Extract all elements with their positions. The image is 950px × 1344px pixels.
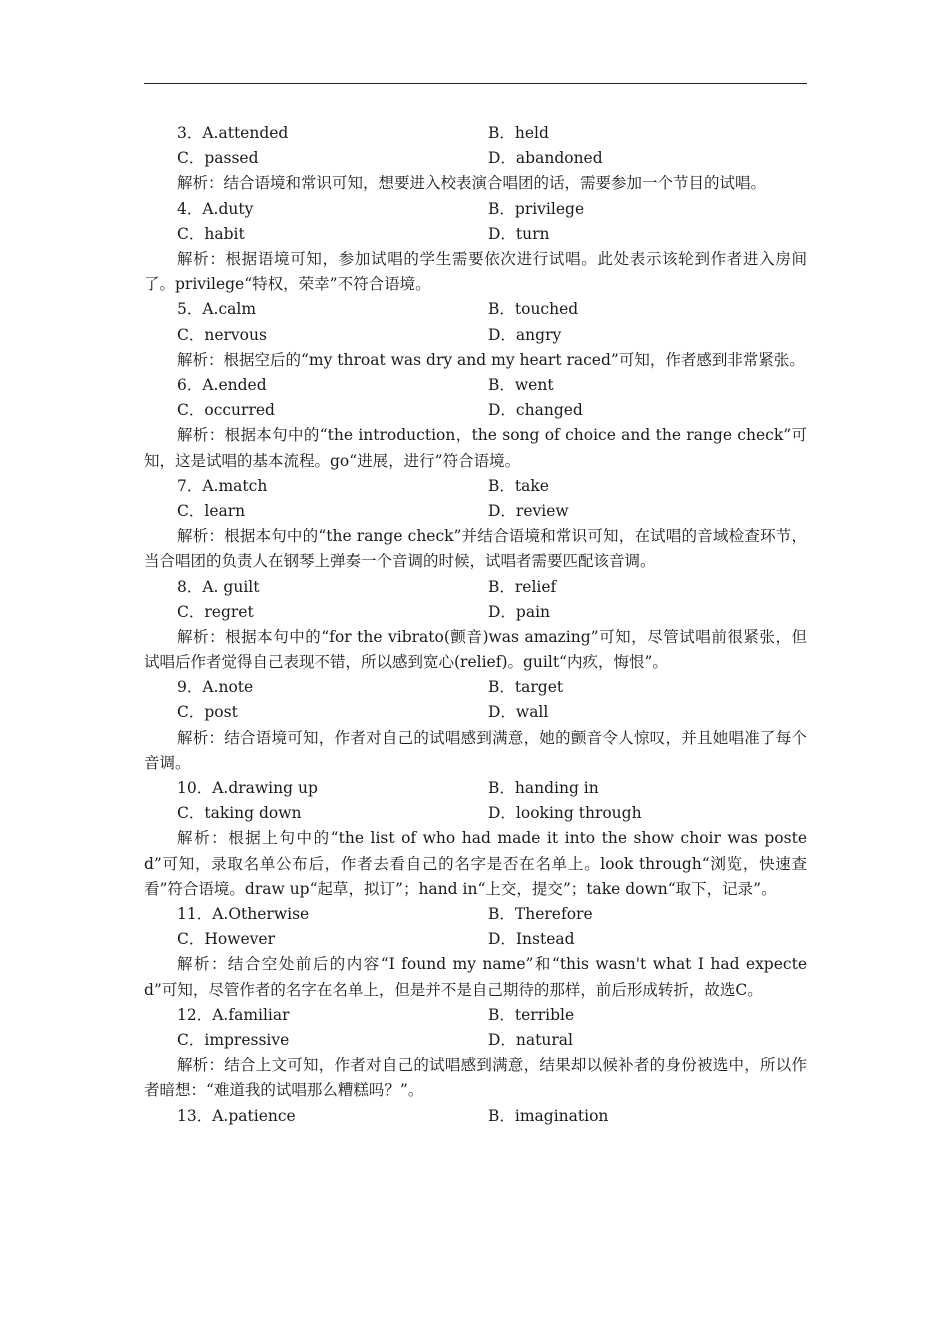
explanation: 解析：根据本句中的“the range check”并结合语境和常识可知，在试唱的音域检查环节，当合唱团的负责人在钢琴上弹奏一个音调的时候，试唱者需要匹配该音调。 [144, 527, 807, 571]
option-row-ab [144, 575, 807, 600]
question-item [144, 297, 807, 373]
option-b: B．privilege [488, 199, 585, 218]
question-item [144, 776, 807, 902]
option-row-cd [144, 146, 807, 171]
option-b: B．relief [488, 577, 557, 596]
option-row-ab [144, 902, 807, 927]
option-a: 10．A.drawing up [177, 779, 318, 798]
option-b: B．went [488, 375, 554, 394]
explanation: 解析：根据本句中的“for the vibrato(颤音)was amazing”可知，尽管试唱前很紧张，但试唱后作者觉得自己表现不错，所以感到宽心(relief)。guilt“内疚，悔恨”。 [144, 627, 807, 672]
explanation: 解析：根据本句中的“the introduction，the song of choice and the range check”可知，这是试唱的基本流程。go“进展，进行”符合语境。 [144, 426, 807, 470]
option-c: C．nervous [177, 325, 267, 344]
explanation: 解析：结合语境可知，作者对自己的试唱感到满意，她的颤音令人惊叹，并且她唱准了每个音调。 [144, 728, 807, 772]
explanation: 解析：根据上句中的“the list of who had made it into the show choir was posted”可知，录取名单公布后，作者去看自己的名字是否在名单上。look through“浏览，快速查看”符合语境。draw up“起草，拟订”；hand in“上交，提交”；take down“取下，记录”。 [144, 829, 807, 898]
option-row-cd [144, 323, 807, 348]
header-rule [144, 83, 807, 84]
option-a: 5．A.calm [177, 300, 257, 319]
option-c: C．taking down [177, 804, 302, 823]
option-c: C．occurred [177, 401, 275, 420]
explanation: 解析：结合语境和常识可知，想要进入校表演合唱团的话，需要参加一个节目的试唱。 [177, 174, 767, 193]
option-row-ab [144, 373, 807, 398]
option-c: C．However [177, 930, 275, 949]
option-a: 4．A.duty [177, 199, 254, 218]
option-b: B．take [488, 476, 549, 495]
option-d: D．wall [488, 703, 549, 722]
option-c: C．habit [177, 224, 245, 243]
option-b: B．held [488, 124, 549, 142]
option-c: C．post [177, 703, 238, 722]
option-row-cd [144, 801, 807, 826]
option-a: 9．A.note [177, 678, 254, 697]
option-row-cd [144, 927, 807, 952]
option-row-ab [144, 297, 807, 322]
explanation: 解析：根据空后的“my throat was dry and my heart raced”可知，作者感到非常紧张。 [177, 350, 805, 369]
option-a: 6．A.ended [177, 375, 267, 394]
option-row-ab [144, 675, 807, 700]
question-item [144, 121, 807, 197]
option-d: D．review [488, 501, 569, 520]
option-d: D．natural [488, 1031, 573, 1050]
option-a: 13．A.patience [177, 1106, 296, 1125]
option-d: D．looking through [488, 804, 642, 823]
option-b: B．touched [488, 300, 579, 319]
option-b: B．handing in [488, 779, 599, 798]
option-row-cd [144, 1028, 807, 1053]
option-d: D．Instead [488, 930, 575, 949]
explanation: 解析：结合上文可知，作者对自己的试唱感到满意，结果却以候补者的身份被选中，所以作者暗想：“难道我的试唱那么糟糕吗？”。 [144, 1056, 807, 1100]
question-item [144, 1104, 807, 1129]
option-b: B．imagination [488, 1106, 609, 1125]
option-d: D．abandoned [488, 149, 603, 168]
explanation: 解析：根据语境可知，参加试唱的学生需要依次进行试唱。此处表示该轮到作者进入房间了。privilege“特权，荣幸”不符合语境。 [144, 249, 807, 294]
question-item [144, 675, 807, 776]
question-list [144, 121, 807, 1129]
option-row-ab [144, 1003, 807, 1028]
option-c: C．impressive [177, 1031, 290, 1050]
option-a: 3．A.attended [177, 124, 289, 142]
question-item [144, 575, 807, 676]
option-row-ab [144, 197, 807, 222]
option-row-ab [144, 474, 807, 499]
option-d: D．pain [488, 602, 551, 621]
option-row-ab [144, 121, 807, 146]
question-item [144, 902, 807, 1003]
question-item [144, 373, 807, 474]
option-d: D．changed [488, 401, 583, 420]
option-c: C．passed [177, 149, 259, 168]
option-a: 12．A.familiar [177, 1005, 290, 1024]
question-item [144, 1003, 807, 1104]
explanation: 解析：结合空处前后的内容“I found my name”和“this wasn't what I had expected”可知，尽管作者的名字在名单上，但是并不是自己期待的那样，前后形成转折，故选C。 [144, 955, 807, 999]
option-row-cd [144, 398, 807, 423]
option-b: B．Therefore [488, 905, 593, 924]
option-a: 11．A.Otherwise [177, 905, 310, 924]
option-row-cd [144, 700, 807, 725]
question-item [144, 474, 807, 575]
option-row-ab [144, 1104, 807, 1129]
option-b: B．target [488, 678, 564, 697]
option-c: C．regret [177, 602, 254, 621]
option-d: D．angry [488, 325, 562, 344]
option-row-cd [144, 600, 807, 625]
option-row-cd [144, 222, 807, 247]
option-d: D．turn [488, 224, 550, 243]
option-a: 8．A. guilt [177, 577, 260, 596]
option-a: 7．A.match [177, 476, 268, 495]
option-b: B．terrible [488, 1005, 575, 1024]
option-row-cd [144, 499, 807, 524]
option-c: C．learn [177, 501, 246, 520]
option-row-ab [144, 776, 807, 801]
question-item [144, 197, 807, 298]
